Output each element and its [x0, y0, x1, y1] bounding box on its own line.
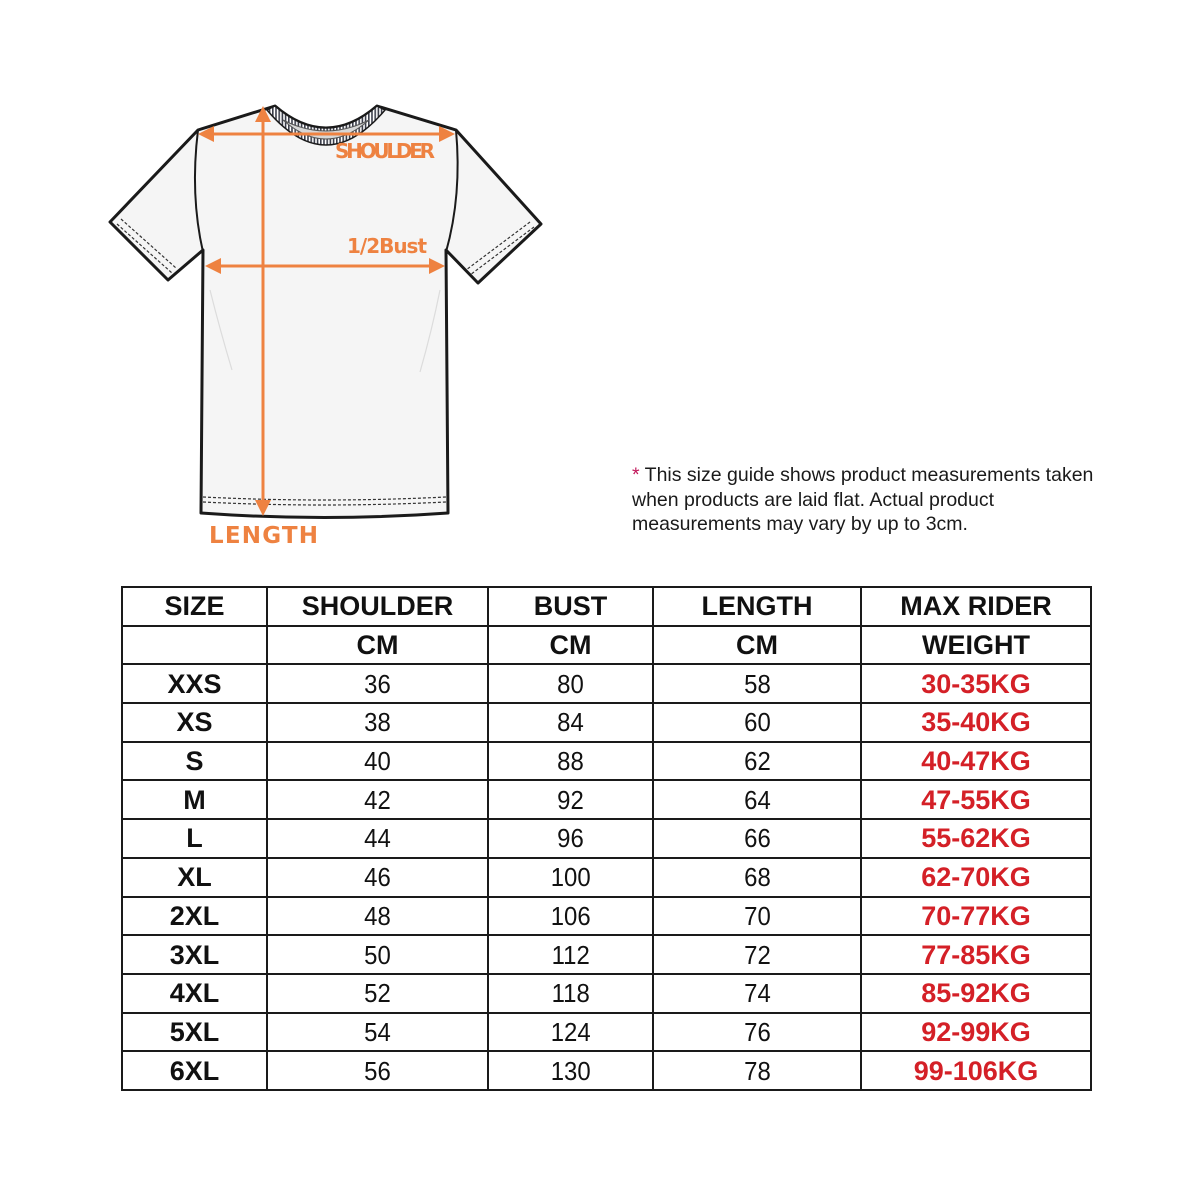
length-cell-value: 64	[743, 784, 771, 815]
header-bust-unit: CM	[488, 626, 653, 665]
length-cell-value: 66	[743, 823, 771, 854]
length-cell	[653, 664, 861, 703]
table-row	[122, 819, 1091, 858]
shoulder-cell	[267, 1013, 488, 1052]
weight-cell: 92-99KG	[861, 1013, 1091, 1052]
tshirt-measurement-diagram	[0, 0, 600, 560]
weight-cell: 77-85KG	[861, 935, 1091, 974]
length-cell	[653, 780, 861, 819]
bust-cell-value: 130	[550, 1055, 591, 1086]
shoulder-cell-value: 54	[364, 1016, 391, 1047]
shoulder-cell-value: 48	[364, 900, 391, 931]
weight-cell: 70-77KG	[861, 897, 1091, 936]
bust-cell	[488, 742, 653, 781]
bust-cell	[488, 974, 653, 1013]
shoulder-cell-value: 42	[364, 784, 391, 815]
tshirt-outline	[110, 106, 541, 518]
weight-cell: 47-55KG	[861, 780, 1091, 819]
shoulder-cell-value: 46	[364, 862, 391, 893]
bust-cell-value: 92	[557, 784, 584, 815]
length-cell-value: 60	[743, 707, 771, 738]
size-cell: M	[122, 780, 267, 819]
length-cell	[653, 974, 861, 1013]
header-size: SIZE	[122, 587, 267, 626]
bust-cell	[488, 1051, 653, 1090]
header-max-rider: MAX RIDER	[861, 587, 1091, 626]
shoulder-cell-value: 36	[364, 668, 391, 699]
table-row	[122, 780, 1091, 819]
bust-cell	[488, 1013, 653, 1052]
header-bust: BUST	[488, 587, 653, 626]
bust-cell	[488, 703, 653, 742]
shoulder-cell-value: 38	[364, 707, 391, 738]
shoulder-cell	[267, 703, 488, 742]
size-cell: XL	[122, 858, 267, 897]
bust-cell	[488, 935, 653, 974]
bust-cell-value: 118	[551, 978, 590, 1009]
size-cell: S	[122, 742, 267, 781]
shoulder-cell	[267, 819, 488, 858]
length-label: LENGTH	[209, 523, 318, 549]
header-size-unit	[122, 626, 267, 665]
bust-cell	[488, 858, 653, 897]
header-length: LENGTH	[653, 587, 861, 626]
length-cell	[653, 819, 861, 858]
shoulder-label: SHOULDER	[335, 139, 435, 163]
measurement-note	[632, 463, 1102, 537]
length-cell-value: 78	[743, 1055, 771, 1086]
weight-cell: 40-47KG	[861, 742, 1091, 781]
size-cell: 2XL	[122, 897, 267, 936]
size-chart-table	[121, 586, 1092, 1091]
bust-cell-value: 124	[550, 1016, 591, 1047]
bust-cell	[488, 819, 653, 858]
length-cell-value: 70	[743, 900, 771, 931]
shoulder-cell-value: 44	[364, 823, 391, 854]
shoulder-cell	[267, 664, 488, 703]
table-row	[122, 1051, 1091, 1090]
length-cell-value: 74	[743, 978, 771, 1009]
shoulder-cell	[267, 780, 488, 819]
table-row	[122, 742, 1091, 781]
table-row	[122, 935, 1091, 974]
weight-cell: 62-70KG	[861, 858, 1091, 897]
weight-cell: 35-40KG	[861, 703, 1091, 742]
note-asterisk: *	[632, 464, 640, 486]
header-row-1	[122, 587, 1091, 626]
bust-cell-value: 112	[551, 939, 590, 970]
length-cell	[653, 858, 861, 897]
length-cell	[653, 742, 861, 781]
shoulder-cell	[267, 935, 488, 974]
header-length-unit: CM	[653, 626, 861, 665]
table-row	[122, 703, 1091, 742]
size-cell: L	[122, 819, 267, 858]
size-cell: XXS	[122, 664, 267, 703]
header-shoulder: SHOULDER	[267, 587, 488, 626]
shoulder-cell-value: 40	[364, 746, 391, 777]
shoulder-cell-value: 52	[364, 978, 391, 1009]
length-cell	[653, 897, 861, 936]
header-weight-unit: WEIGHT	[861, 626, 1091, 665]
size-cell: 6XL	[122, 1051, 267, 1090]
shoulder-cell	[267, 742, 488, 781]
length-cell-value: 72	[743, 939, 771, 970]
bust-cell	[488, 664, 653, 703]
bust-cell-value: 96	[557, 823, 584, 854]
note-text: This size guide shows product measurements taken when products are laid flat. Actual product measurements may vary by up to 3cm.	[632, 464, 1094, 535]
shoulder-cell	[267, 974, 488, 1013]
size-rows	[122, 664, 1091, 1090]
table-row	[122, 974, 1091, 1013]
size-cell: 3XL	[122, 935, 267, 974]
weight-cell: 85-92KG	[861, 974, 1091, 1013]
shoulder-cell	[267, 897, 488, 936]
size-cell: 4XL	[122, 974, 267, 1013]
table-row	[122, 858, 1091, 897]
length-cell-value: 62	[743, 746, 771, 777]
length-cell	[653, 935, 861, 974]
table-row	[122, 664, 1091, 703]
bust-cell	[488, 897, 653, 936]
bust-cell-value: 106	[550, 900, 591, 931]
shoulder-cell	[267, 1051, 488, 1090]
bust-cell	[488, 780, 653, 819]
header-row-2	[122, 626, 1091, 665]
length-cell	[653, 1013, 861, 1052]
length-cell	[653, 1051, 861, 1090]
size-cell: XS	[122, 703, 267, 742]
length-cell-value: 58	[743, 668, 771, 699]
table-row	[122, 1013, 1091, 1052]
weight-cell: 55-62KG	[861, 819, 1091, 858]
bust-label: 1/2Bust	[347, 234, 427, 258]
length-cell	[653, 703, 861, 742]
size-cell: 5XL	[122, 1013, 267, 1052]
bust-cell-value: 88	[557, 746, 584, 777]
bust-cell-value: 84	[557, 707, 584, 738]
shoulder-cell-value: 56	[364, 1055, 391, 1086]
length-cell-value: 76	[743, 1016, 771, 1047]
bust-cell-value: 100	[550, 862, 591, 893]
shoulder-cell	[267, 858, 488, 897]
shoulder-cell-value: 50	[364, 939, 391, 970]
table-row	[122, 897, 1091, 936]
header-shoulder-unit: CM	[267, 626, 488, 665]
length-cell-value: 68	[743, 862, 771, 893]
weight-cell: 30-35KG	[861, 664, 1091, 703]
bust-cell-value: 80	[557, 668, 584, 699]
weight-cell: 99-106KG	[861, 1051, 1091, 1090]
